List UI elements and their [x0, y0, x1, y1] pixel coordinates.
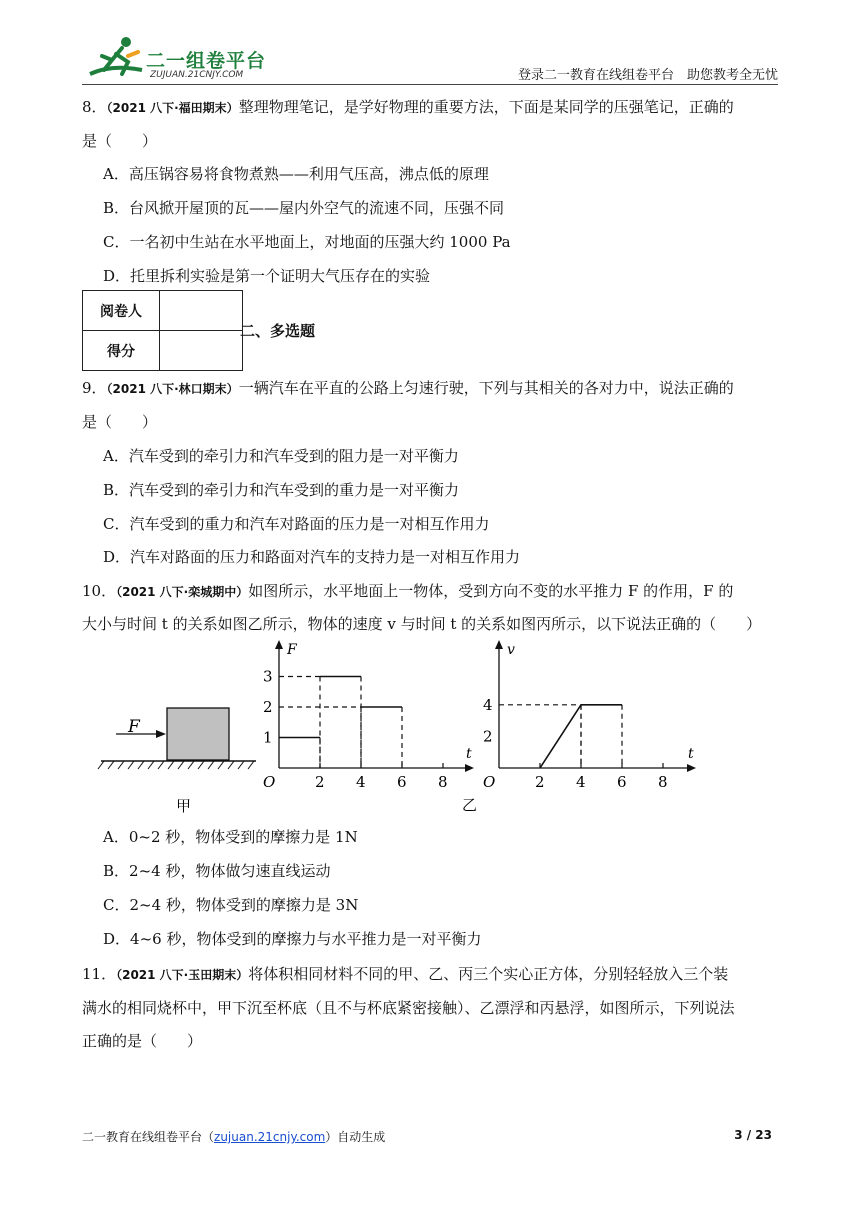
score-table [82, 290, 243, 371]
chart-force-time [263, 640, 474, 791]
q10-option-b[interactable]: B．2~4 秒，物体做匀速直线运动 [103, 862, 331, 880]
header-divider [82, 84, 778, 85]
x-tick-label: 4 [576, 773, 586, 791]
y-axis-arrow [275, 640, 283, 649]
data-segment [540, 705, 581, 768]
q10-option-d[interactable]: D．4~6 秒，物体受到的摩擦力与水平推力是一对平衡力 [103, 930, 482, 948]
q10-option-a[interactable]: A．0~2 秒，物体受到的摩擦力是 1N [103, 828, 358, 846]
origin-label: O [483, 773, 496, 791]
grader-label: 阅卷人 [83, 291, 160, 331]
figure-jia [96, 690, 266, 820]
q10-stem: 10．（2021 八下·栾城期中）如图所示，水平地面上一物体，受到方向不变的水平推力 F 的作用，F 的 [82, 582, 734, 600]
y-axis-label: F [287, 642, 297, 658]
q9-option-c[interactable]: C．汽车受到的重力和汽车对路面的压力是一对相互作用力 [103, 515, 490, 533]
x-axis-label: t [466, 746, 472, 762]
q11-stem: 11．（2021 八下·玉田期末）将体积相同材料不同的甲、乙、丙三个实心正方体，分别轻轻放入三个装 [82, 965, 729, 983]
force-arrow-head [156, 730, 166, 738]
x-tick-label: 6 [617, 773, 627, 791]
x-tick-label: 2 [315, 773, 325, 791]
block [167, 708, 229, 760]
x-tick-label: 2 [535, 773, 545, 791]
label-yi: 乙 [462, 796, 478, 814]
q11-stem-line3: 正确的是（ ） [82, 1032, 203, 1050]
y-axis-arrow [495, 640, 503, 649]
score-cell [160, 331, 243, 371]
x-tick-label: 4 [356, 773, 366, 791]
q8-stem: 8．（2021 八下·福田期末）整理物理笔记，是学好物理的重要方法，下面是某同学的压强笔记，正确的 [82, 98, 734, 116]
header-slogan: 登录二一教育在线组卷平台 助您教考全无忧 [517, 68, 778, 83]
x-axis-arrow [465, 764, 474, 772]
x-axis-arrow [687, 764, 696, 772]
y-tick-label: 4 [483, 695, 493, 714]
footer-source: 二一教育在线组卷平台（zujuan.21cnjy.com）自动生成 [82, 1130, 386, 1144]
q8-stem-line2: 是（ ） [82, 132, 158, 150]
force-label: F [128, 717, 140, 737]
x-tick-label: 6 [397, 773, 407, 791]
y-tick-label: 2 [263, 698, 273, 716]
x-tick-label: 8 [658, 773, 668, 791]
y-tick-label: 1 [263, 728, 273, 747]
q8-option-b[interactable]: B．台风掀开屋顶的瓦——屋内外空气的流速不同，压强不同 [103, 199, 505, 217]
y-tick-label: 2 [483, 727, 493, 746]
label-jia: 甲 [176, 797, 192, 815]
y-axis-label: v [507, 642, 515, 658]
grader-cell [160, 291, 243, 331]
q11-stem-line2: 满水的相同烧杯中，甲下沉至杯底（且不与杯底紧密接触）、乙漂浮和丙悬浮，如图所示，下列说法 [82, 999, 735, 1017]
x-axis-label: t [688, 746, 694, 762]
logo-url: ZUJUAN.21CNJY.COM [150, 70, 244, 80]
page-number: 3 / 23 [734, 1128, 772, 1142]
q8-option-a[interactable]: A．高压锅容易将食物煮熟——利用气压高，沸点低的原理 [103, 165, 489, 183]
origin-label: O [263, 773, 276, 791]
q9-option-d[interactable]: D．汽车对路面的压力和路面对汽车的支持力是一对相互作用力 [103, 548, 521, 566]
ground-hatch [98, 761, 254, 769]
section-title: 二、多选题 [240, 322, 316, 340]
y-tick-label: 3 [263, 667, 273, 686]
score-label: 得分 [83, 331, 160, 371]
logo-name: 二一组卷平台 [146, 50, 267, 72]
q8-option-c[interactable]: C．一名初中生站在水平地面上，对地面的压强大约 1000 Pa [103, 233, 511, 251]
q9-option-a[interactable]: A．汽车受到的牵引力和汽车受到的阻力是一对平衡力 [103, 447, 459, 465]
q10-stem-line2: 大小与时间 t 的关系如图乙所示，物体的速度 v 与时间 t 的关系如图丙所示，以下说法正确的（ ） [82, 615, 762, 633]
q8-option-d[interactable]: D．托里拆利实验是第一个证明大气压存在的实验 [103, 267, 431, 285]
chart-velocity-time [483, 640, 696, 791]
q9-option-b[interactable]: B．汽车受到的牵引力和汽车受到的重力是一对平衡力 [103, 481, 460, 499]
q9-stem-line2: 是（ ） [82, 413, 158, 431]
footer-link[interactable]: zujuan.21cnjy.com [214, 1130, 326, 1144]
x-tick-label: 8 [438, 773, 448, 791]
q10-option-c[interactable]: C．2~4 秒，物体受到的摩擦力是 3N [103, 896, 359, 914]
q9-stem: 9．（2021 八下·林口期末）一辆汽车在平直的公路上匀速行驶，下列与其相关的各对力中，说法正确的 [82, 379, 734, 397]
